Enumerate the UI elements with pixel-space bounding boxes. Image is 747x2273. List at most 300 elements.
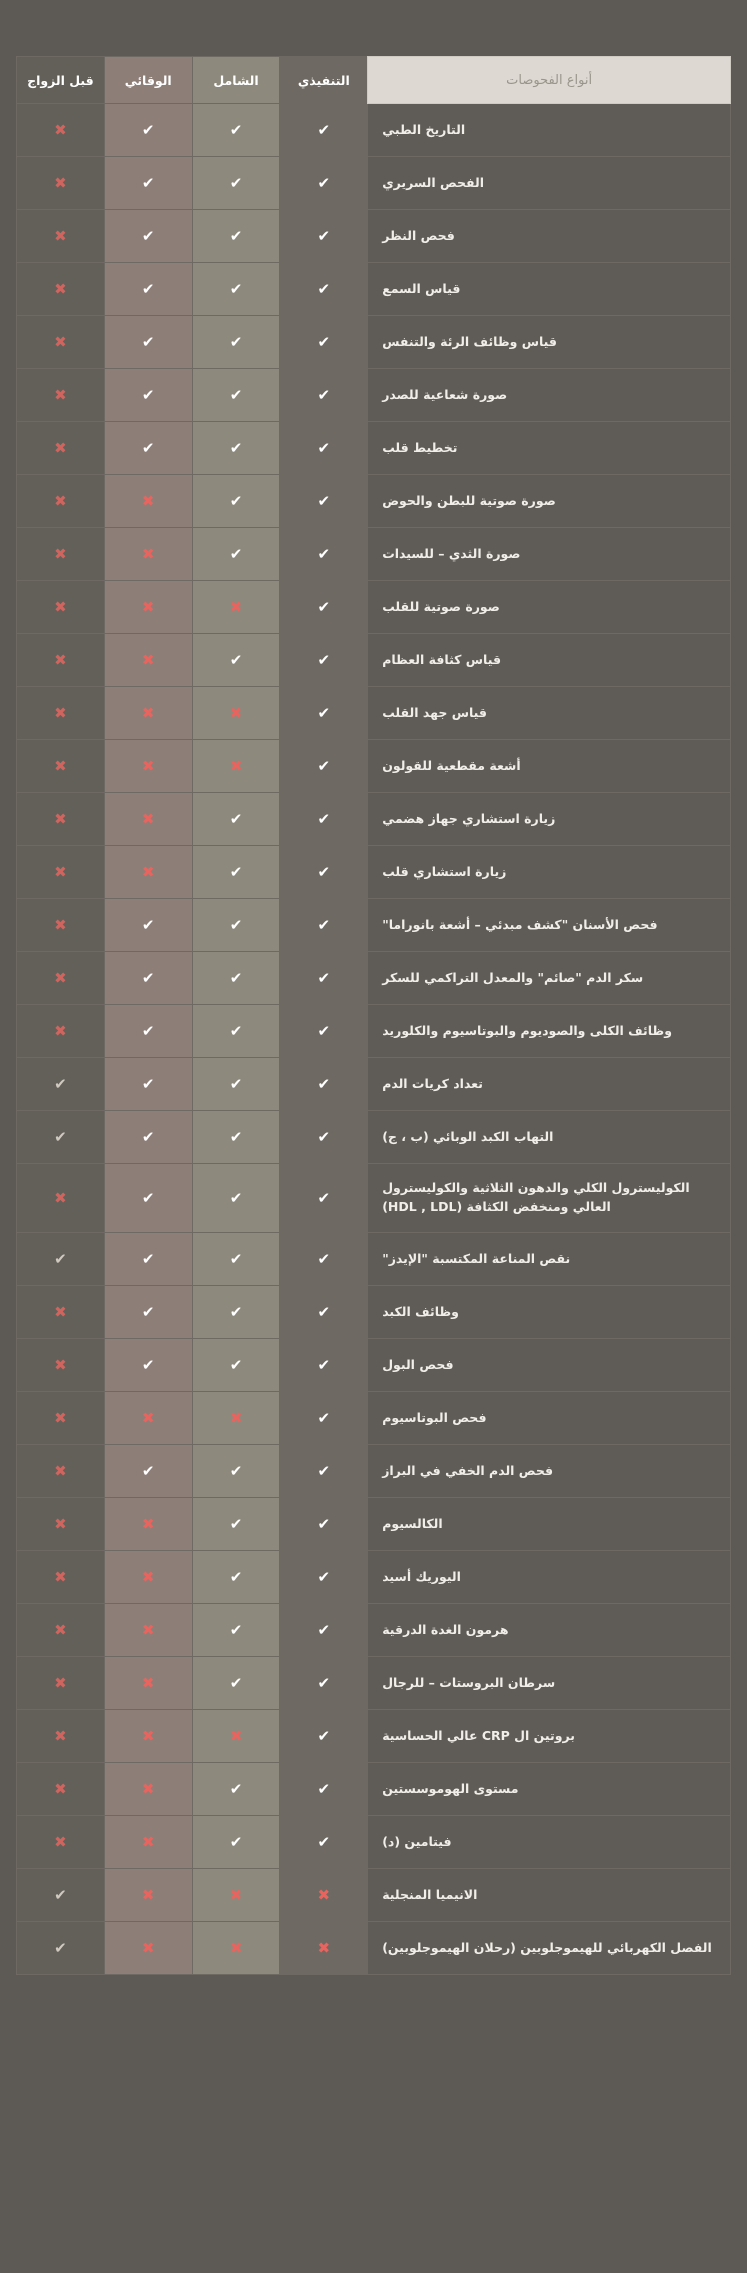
- availability-cell: [280, 1816, 368, 1869]
- table-row: [17, 846, 731, 899]
- availability-cell: [104, 1339, 192, 1392]
- table-row: [17, 740, 731, 793]
- availability-cell: [17, 1922, 105, 1975]
- cross-icon: ✖: [54, 385, 67, 404]
- availability-cell: [192, 1498, 280, 1551]
- check-icon: ✔: [317, 279, 331, 298]
- availability-cell: [104, 1445, 192, 1498]
- cross-icon: ✖: [54, 703, 67, 722]
- cross-icon: ✖: [141, 1620, 155, 1639]
- exam-name-cell: قياس وظائف الرئة والتنفس: [368, 316, 731, 369]
- exam-name-cell: اليوريك أسيد: [368, 1551, 731, 1604]
- availability-cell: [192, 1233, 280, 1286]
- availability-cell: [192, 1763, 280, 1816]
- check-icon: ✔: [229, 968, 243, 987]
- availability-cell: [280, 263, 368, 316]
- availability-cell: [280, 1869, 368, 1922]
- availability-cell: [192, 581, 280, 634]
- check-icon: ✔: [229, 279, 243, 298]
- cross-icon: ✖: [229, 1885, 243, 1904]
- exam-name-cell: فحص الأسنان "كشف مبدئي – أشعة بانوراما": [368, 899, 731, 952]
- check-icon: ✔: [317, 968, 331, 987]
- check-icon: ✔: [54, 1074, 67, 1093]
- cross-icon: ✖: [141, 544, 155, 563]
- table-row: [17, 1005, 731, 1058]
- exam-name-cell: فحص البول: [368, 1339, 731, 1392]
- availability-cell: [192, 687, 280, 740]
- availability-cell: [192, 263, 280, 316]
- header-row: [17, 57, 731, 104]
- cross-icon: ✖: [54, 809, 67, 828]
- availability-cell: [104, 422, 192, 475]
- availability-cell: [104, 899, 192, 952]
- check-icon: ✔: [317, 1514, 331, 1533]
- cross-icon: ✖: [54, 1302, 67, 1321]
- availability-cell: [104, 263, 192, 316]
- screening-comparison-table: [16, 56, 731, 1975]
- header-package-preventive: الوقائي: [104, 57, 192, 104]
- cross-icon: ✖: [54, 1188, 67, 1207]
- availability-cell: [17, 846, 105, 899]
- header-package-executive: التنفيذي: [280, 57, 368, 104]
- cross-icon: ✖: [54, 491, 67, 510]
- check-icon: ✔: [229, 650, 243, 669]
- cross-icon: ✖: [54, 1779, 67, 1798]
- availability-cell: [104, 104, 192, 157]
- check-icon: ✔: [141, 1188, 155, 1207]
- availability-cell: [280, 475, 368, 528]
- availability-cell: [104, 210, 192, 263]
- availability-cell: [17, 952, 105, 1005]
- availability-cell: [104, 528, 192, 581]
- availability-cell: [192, 1551, 280, 1604]
- cross-icon: ✖: [54, 1832, 67, 1851]
- availability-cell: [280, 157, 368, 210]
- exam-name-cell: تعداد كريات الدم: [368, 1058, 731, 1111]
- availability-cell: [104, 687, 192, 740]
- availability-cell: [104, 316, 192, 369]
- availability-cell: [104, 846, 192, 899]
- availability-cell: [280, 210, 368, 263]
- check-icon: ✔: [141, 120, 155, 139]
- table-row: [17, 528, 731, 581]
- check-icon: ✔: [141, 1127, 155, 1146]
- check-icon: ✔: [54, 1938, 67, 1957]
- check-icon: ✔: [317, 332, 331, 351]
- availability-cell: [280, 369, 368, 422]
- exam-name-cell: صورة صوتية للقلب: [368, 581, 731, 634]
- exam-name-cell: أشعة مقطعية للقولون: [368, 740, 731, 793]
- availability-cell: [104, 1058, 192, 1111]
- check-icon: ✔: [229, 1074, 243, 1093]
- availability-cell: [104, 1005, 192, 1058]
- availability-cell: [192, 899, 280, 952]
- check-icon: ✔: [229, 809, 243, 828]
- availability-cell: [280, 1286, 368, 1339]
- availability-cell: [192, 422, 280, 475]
- check-icon: ✔: [317, 1249, 331, 1268]
- check-icon: ✔: [141, 332, 155, 351]
- availability-cell: [17, 1233, 105, 1286]
- availability-cell: [280, 1233, 368, 1286]
- exam-name-cell: فحص النظر: [368, 210, 731, 263]
- cross-icon: ✖: [141, 703, 155, 722]
- availability-cell: [192, 952, 280, 1005]
- availability-cell: [280, 952, 368, 1005]
- availability-cell: [192, 1445, 280, 1498]
- cross-icon: ✖: [229, 756, 243, 775]
- availability-cell: [17, 1763, 105, 1816]
- cross-icon: ✖: [54, 1021, 67, 1040]
- check-icon: ✔: [229, 438, 243, 457]
- availability-cell: [192, 369, 280, 422]
- availability-cell: [17, 1604, 105, 1657]
- table-row: [17, 475, 731, 528]
- table-row: [17, 1233, 731, 1286]
- availability-cell: [192, 1111, 280, 1164]
- check-icon: ✔: [229, 1355, 243, 1374]
- cross-icon: ✖: [54, 1620, 67, 1639]
- table-row: [17, 157, 731, 210]
- availability-cell: [17, 1445, 105, 1498]
- availability-cell: [17, 1498, 105, 1551]
- cross-icon: ✖: [229, 703, 243, 722]
- availability-cell: [17, 1339, 105, 1392]
- table-row: [17, 1286, 731, 1339]
- table-row: [17, 1710, 731, 1763]
- check-icon: ✔: [317, 491, 331, 510]
- availability-cell: [192, 846, 280, 899]
- availability-cell: [280, 422, 368, 475]
- cross-icon: ✖: [141, 1938, 155, 1957]
- check-icon: ✔: [317, 1302, 331, 1321]
- check-icon: ✔: [229, 1461, 243, 1480]
- table-row: [17, 422, 731, 475]
- availability-cell: [17, 1657, 105, 1710]
- availability-cell: [17, 1286, 105, 1339]
- check-icon: ✔: [317, 1021, 331, 1040]
- availability-cell: [17, 422, 105, 475]
- availability-cell: [192, 210, 280, 263]
- availability-cell: [280, 1498, 368, 1551]
- cross-icon: ✖: [229, 1408, 243, 1427]
- check-icon: ✔: [317, 915, 331, 934]
- availability-cell: [104, 1710, 192, 1763]
- availability-cell: [104, 1869, 192, 1922]
- check-icon: ✔: [141, 968, 155, 987]
- availability-cell: [104, 952, 192, 1005]
- check-icon: ✔: [141, 385, 155, 404]
- check-icon: ✔: [229, 1832, 243, 1851]
- check-icon: ✔: [317, 1832, 331, 1851]
- table-row: [17, 104, 731, 157]
- cross-icon: ✖: [141, 862, 155, 881]
- availability-cell: [192, 157, 280, 210]
- availability-cell: [280, 846, 368, 899]
- check-icon: ✔: [317, 544, 331, 563]
- check-icon: ✔: [141, 1355, 155, 1374]
- check-icon: ✔: [141, 915, 155, 934]
- availability-cell: [104, 1816, 192, 1869]
- availability-cell: [17, 263, 105, 316]
- cross-icon: ✖: [317, 1885, 331, 1904]
- availability-cell: [104, 1498, 192, 1551]
- availability-cell: [104, 1392, 192, 1445]
- availability-cell: [280, 634, 368, 687]
- availability-cell: [280, 1551, 368, 1604]
- table-body: [17, 104, 731, 1975]
- table-row: [17, 210, 731, 263]
- availability-cell: [280, 899, 368, 952]
- cross-icon: ✖: [229, 1938, 243, 1957]
- table-row: [17, 1111, 731, 1164]
- table-row: [17, 581, 731, 634]
- check-icon: ✔: [229, 491, 243, 510]
- check-icon: ✔: [317, 1726, 331, 1745]
- exam-name-cell: بروتين ال CRP عالي الحساسية: [368, 1710, 731, 1763]
- table-row: [17, 1551, 731, 1604]
- availability-cell: [192, 1286, 280, 1339]
- check-icon: ✔: [317, 1188, 331, 1207]
- cross-icon: ✖: [54, 226, 67, 245]
- availability-cell: [280, 687, 368, 740]
- check-icon: ✔: [317, 1673, 331, 1692]
- table-row: [17, 1763, 731, 1816]
- table-row: [17, 1922, 731, 1975]
- check-icon: ✔: [141, 438, 155, 457]
- exam-name-cell: تخطيط قلب: [368, 422, 731, 475]
- check-icon: ✔: [141, 226, 155, 245]
- check-icon: ✔: [317, 385, 331, 404]
- availability-cell: [104, 1111, 192, 1164]
- exam-name-cell: زيارة استشاري جهاز هضمي: [368, 793, 731, 846]
- check-icon: ✔: [229, 1188, 243, 1207]
- availability-cell: [17, 210, 105, 263]
- cross-icon: ✖: [141, 1726, 155, 1745]
- exam-name-cell: صورة صوتية للبطن والحوض: [368, 475, 731, 528]
- cross-icon: ✖: [54, 862, 67, 881]
- check-icon: ✔: [317, 173, 331, 192]
- availability-cell: [192, 1339, 280, 1392]
- table-row: [17, 1392, 731, 1445]
- availability-cell: [17, 1005, 105, 1058]
- cross-icon: ✖: [54, 438, 67, 457]
- availability-cell: [17, 1164, 105, 1233]
- availability-cell: [280, 316, 368, 369]
- cross-icon: ✖: [54, 915, 67, 934]
- check-icon: ✔: [317, 1127, 331, 1146]
- table-row: [17, 316, 731, 369]
- availability-cell: [280, 104, 368, 157]
- exam-name-cell: مستوى الهوموسستين: [368, 1763, 731, 1816]
- availability-cell: [17, 899, 105, 952]
- availability-cell: [192, 1657, 280, 1710]
- availability-cell: [104, 1657, 192, 1710]
- cross-icon: ✖: [141, 1567, 155, 1586]
- availability-cell: [192, 1869, 280, 1922]
- check-icon: ✔: [141, 279, 155, 298]
- availability-cell: [104, 1286, 192, 1339]
- availability-cell: [104, 369, 192, 422]
- check-icon: ✔: [317, 438, 331, 457]
- table-row: [17, 1604, 731, 1657]
- table-row: [17, 793, 731, 846]
- cross-icon: ✖: [141, 650, 155, 669]
- availability-cell: [104, 1164, 192, 1233]
- availability-cell: [192, 793, 280, 846]
- availability-cell: [17, 104, 105, 157]
- table-row: [17, 263, 731, 316]
- check-icon: ✔: [317, 1074, 331, 1093]
- check-icon: ✔: [317, 650, 331, 669]
- check-icon: ✔: [317, 1408, 331, 1427]
- table-row: [17, 1339, 731, 1392]
- cross-icon: ✖: [54, 756, 67, 775]
- availability-cell: [280, 1445, 368, 1498]
- check-icon: ✔: [229, 385, 243, 404]
- availability-cell: [104, 1233, 192, 1286]
- cross-icon: ✖: [141, 491, 155, 510]
- check-icon: ✔: [54, 1249, 67, 1268]
- availability-cell: [192, 1604, 280, 1657]
- check-icon: ✔: [229, 1567, 243, 1586]
- exam-name-cell: الفحص السريري: [368, 157, 731, 210]
- check-icon: ✔: [317, 1620, 331, 1639]
- availability-cell: [280, 1392, 368, 1445]
- check-icon: ✔: [141, 173, 155, 192]
- check-icon: ✔: [229, 1302, 243, 1321]
- check-icon: ✔: [141, 1461, 155, 1480]
- availability-cell: [104, 1604, 192, 1657]
- availability-cell: [17, 581, 105, 634]
- cross-icon: ✖: [141, 756, 155, 775]
- availability-cell: [104, 1551, 192, 1604]
- availability-cell: [280, 1164, 368, 1233]
- availability-cell: [17, 369, 105, 422]
- exam-name-cell: وظائف الكبد: [368, 1286, 731, 1339]
- availability-cell: [192, 528, 280, 581]
- exam-name-cell: سرطان البروستات – للرجال: [368, 1657, 731, 1710]
- availability-cell: [192, 316, 280, 369]
- check-icon: ✔: [229, 1021, 243, 1040]
- header-package-premarital: قبل الزواج: [17, 57, 105, 104]
- availability-cell: [104, 581, 192, 634]
- exam-name-cell: صورة شعاعية للصدر: [368, 369, 731, 422]
- check-icon: ✔: [141, 1249, 155, 1268]
- availability-cell: [104, 475, 192, 528]
- availability-cell: [17, 157, 105, 210]
- cross-icon: ✖: [54, 1355, 67, 1374]
- cross-icon: ✖: [54, 1461, 67, 1480]
- availability-cell: [17, 1392, 105, 1445]
- exam-name-cell: قياس كثافة العظام: [368, 634, 731, 687]
- availability-cell: [17, 316, 105, 369]
- cross-icon: ✖: [141, 1514, 155, 1533]
- exam-name-cell: الكالسيوم: [368, 1498, 731, 1551]
- availability-cell: [104, 1922, 192, 1975]
- availability-cell: [280, 1710, 368, 1763]
- check-icon: ✔: [54, 1885, 67, 1904]
- cross-icon: ✖: [54, 650, 67, 669]
- availability-cell: [280, 740, 368, 793]
- cross-icon: ✖: [54, 120, 67, 139]
- availability-cell: [104, 634, 192, 687]
- check-icon: ✔: [229, 862, 243, 881]
- availability-cell: [17, 1058, 105, 1111]
- cross-icon: ✖: [54, 279, 67, 298]
- check-icon: ✔: [229, 1127, 243, 1146]
- check-icon: ✔: [229, 226, 243, 245]
- table-row: [17, 687, 731, 740]
- check-icon: ✔: [229, 915, 243, 934]
- check-icon: ✔: [229, 544, 243, 563]
- availability-cell: [192, 1392, 280, 1445]
- check-icon: ✔: [317, 1567, 331, 1586]
- availability-cell: [192, 104, 280, 157]
- check-icon: ✔: [317, 862, 331, 881]
- check-icon: ✔: [317, 597, 331, 616]
- check-icon: ✔: [229, 1779, 243, 1798]
- availability-cell: [192, 475, 280, 528]
- availability-cell: [280, 1339, 368, 1392]
- exam-name-cell: الفصل الكهربائي للهيموجلوبين (رحلان الهيموجلوبين): [368, 1922, 731, 1975]
- exam-name-cell: هرمون الغدة الدرقية: [368, 1604, 731, 1657]
- availability-cell: [17, 793, 105, 846]
- availability-cell: [192, 1005, 280, 1058]
- check-icon: ✔: [229, 120, 243, 139]
- table-row: [17, 369, 731, 422]
- check-icon: ✔: [229, 173, 243, 192]
- check-icon: ✔: [141, 1074, 155, 1093]
- table-row: [17, 634, 731, 687]
- exam-name-cell: الكوليسترول الكلي والدهون الثلاثية والكوليسترول العالي ومنخفض الكثافة (HDL , LDL): [368, 1164, 731, 1233]
- table-row: [17, 952, 731, 1005]
- check-icon: ✔: [229, 1249, 243, 1268]
- cross-icon: ✖: [54, 544, 67, 563]
- check-icon: ✔: [317, 809, 331, 828]
- cross-icon: ✖: [141, 1832, 155, 1851]
- availability-cell: [192, 1164, 280, 1233]
- cross-icon: ✖: [141, 1408, 155, 1427]
- table-row: [17, 1164, 731, 1233]
- check-icon: ✔: [317, 703, 331, 722]
- table-header: [17, 57, 731, 104]
- cross-icon: ✖: [54, 332, 67, 351]
- availability-cell: [104, 793, 192, 846]
- availability-cell: [280, 1657, 368, 1710]
- exam-name-cell: فحص البوتاسيوم: [368, 1392, 731, 1445]
- table-row: [17, 1498, 731, 1551]
- availability-cell: [17, 687, 105, 740]
- availability-cell: [192, 1058, 280, 1111]
- check-icon: ✔: [229, 332, 243, 351]
- availability-cell: [104, 740, 192, 793]
- check-icon: ✔: [317, 1779, 331, 1798]
- check-icon: ✔: [317, 226, 331, 245]
- availability-cell: [17, 1111, 105, 1164]
- availability-cell: [17, 528, 105, 581]
- cross-icon: ✖: [141, 1779, 155, 1798]
- cross-icon: ✖: [141, 597, 155, 616]
- availability-cell: [192, 1922, 280, 1975]
- cross-icon: ✖: [141, 1673, 155, 1692]
- availability-cell: [17, 475, 105, 528]
- availability-cell: [192, 740, 280, 793]
- table-row: [17, 1657, 731, 1710]
- availability-cell: [280, 1058, 368, 1111]
- table-row: [17, 1869, 731, 1922]
- exam-name-cell: فحص الدم الخفي في البراز: [368, 1445, 731, 1498]
